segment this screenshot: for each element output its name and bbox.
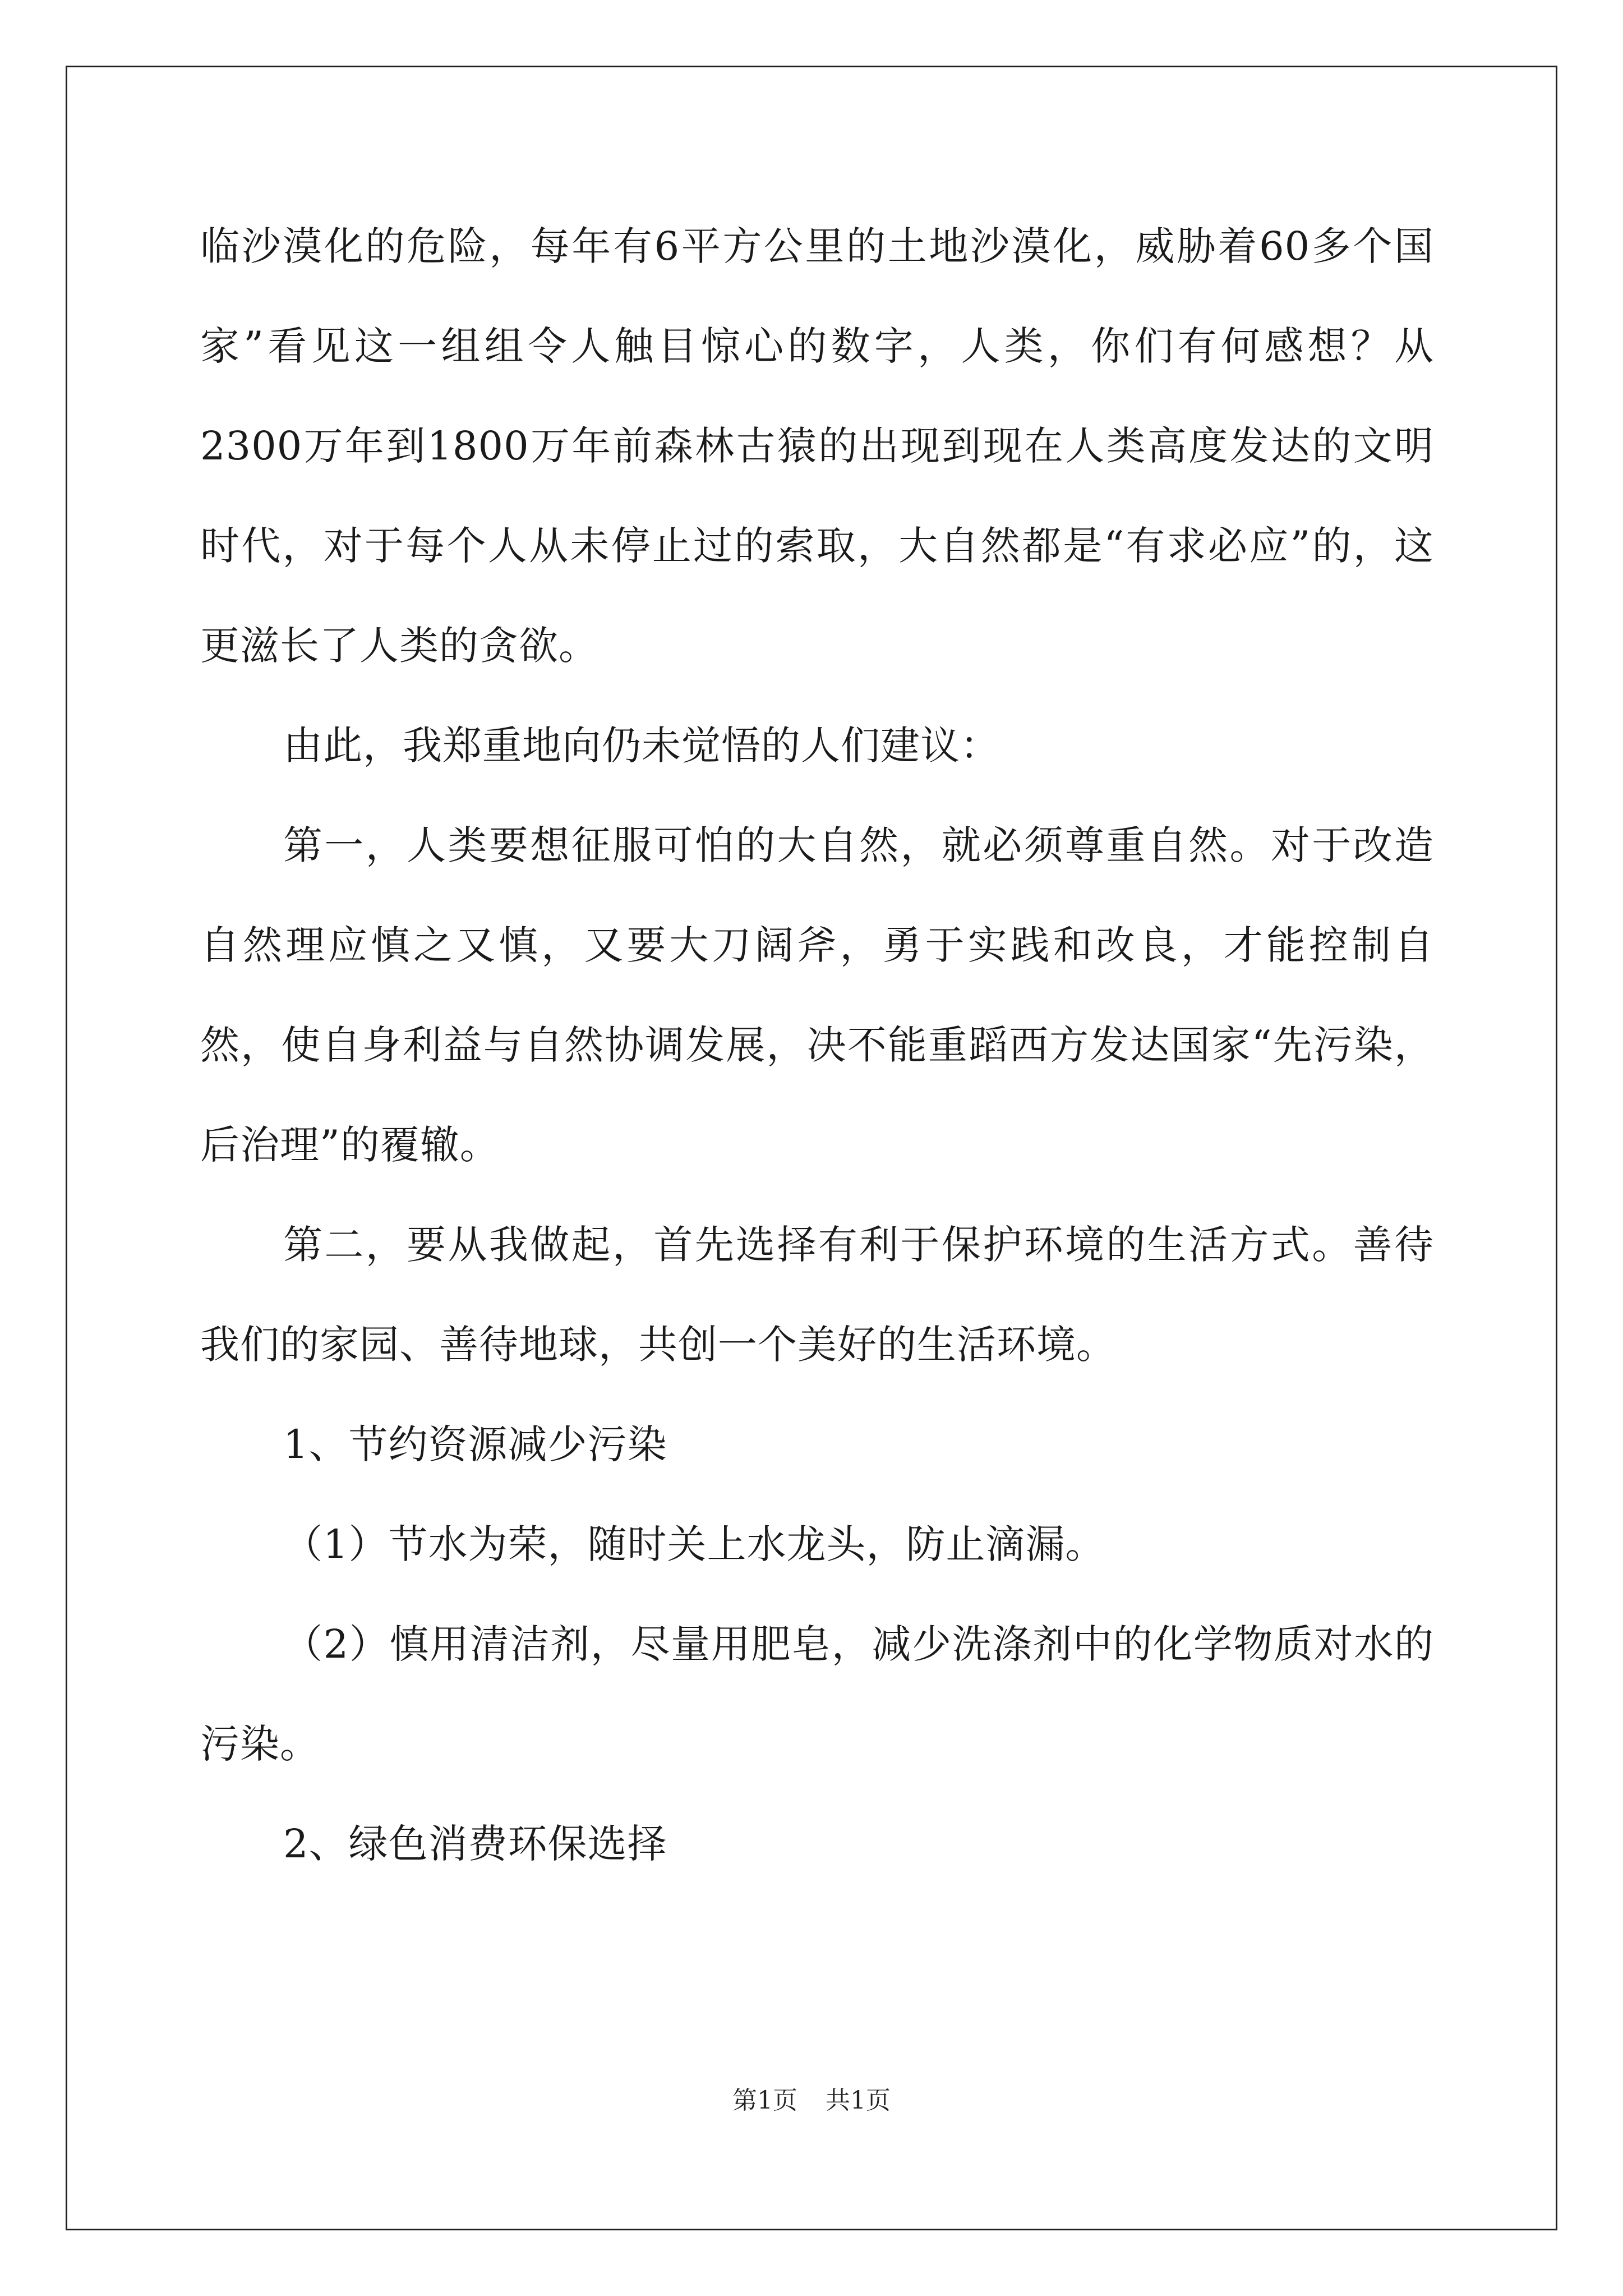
- paragraph-4: 第二，要从我做起，首先选择有利于保护环境的生活方式。善待我们的家园、善待地球，共创一个美好的生活环境。: [200, 1222, 1434, 1368]
- section-heading-1: 1、节约资源减少污染: [283, 1421, 667, 1467]
- list-item-1: （1）节水为荣，随时关上水龙头，防止滴漏。: [283, 1521, 1105, 1567]
- document-body: [200, 196, 1434, 1894]
- paragraph-1: 临沙漠化的危险，每年有6平方公里的土地沙漠化，威胁着60多个国家”看见这一组组令人触目惊心的数字，人类，你们有何感想？从2300万年到1800万年前森林古猿的出现到现在人类高度发达的文明时代，对于每个人从未停止过的索取，大自然都是“有求必应”的，这更滋长了人类的贪欲。: [200, 223, 1434, 669]
- paragraph-3: 第一，人类要想征服可怕的大自然，就必须尊重自然。对于改造自然理应慎之又慎，又要大刀阔斧，勇于实践和改良，才能控制自然，使自身利益与自然协调发展，决不能重蹈西方发达国家“先污染，后治理”的覆辙。: [200, 822, 1434, 1168]
- paragraph-2: 由此，我郑重地向仍未觉悟的人们建议：: [283, 723, 1000, 769]
- page-footer: [0, 2080, 1623, 2116]
- section-heading-2: 2、绿色消费环保选择: [283, 1821, 667, 1867]
- page-number: 第1页: [732, 2086, 797, 2115]
- page-total: 共1页: [826, 2086, 891, 2115]
- list-item-2: （2）慎用清洁剂，尽量用肥皂，减少洗涤剂中的化学物质对水的污染。: [200, 1621, 1434, 1767]
